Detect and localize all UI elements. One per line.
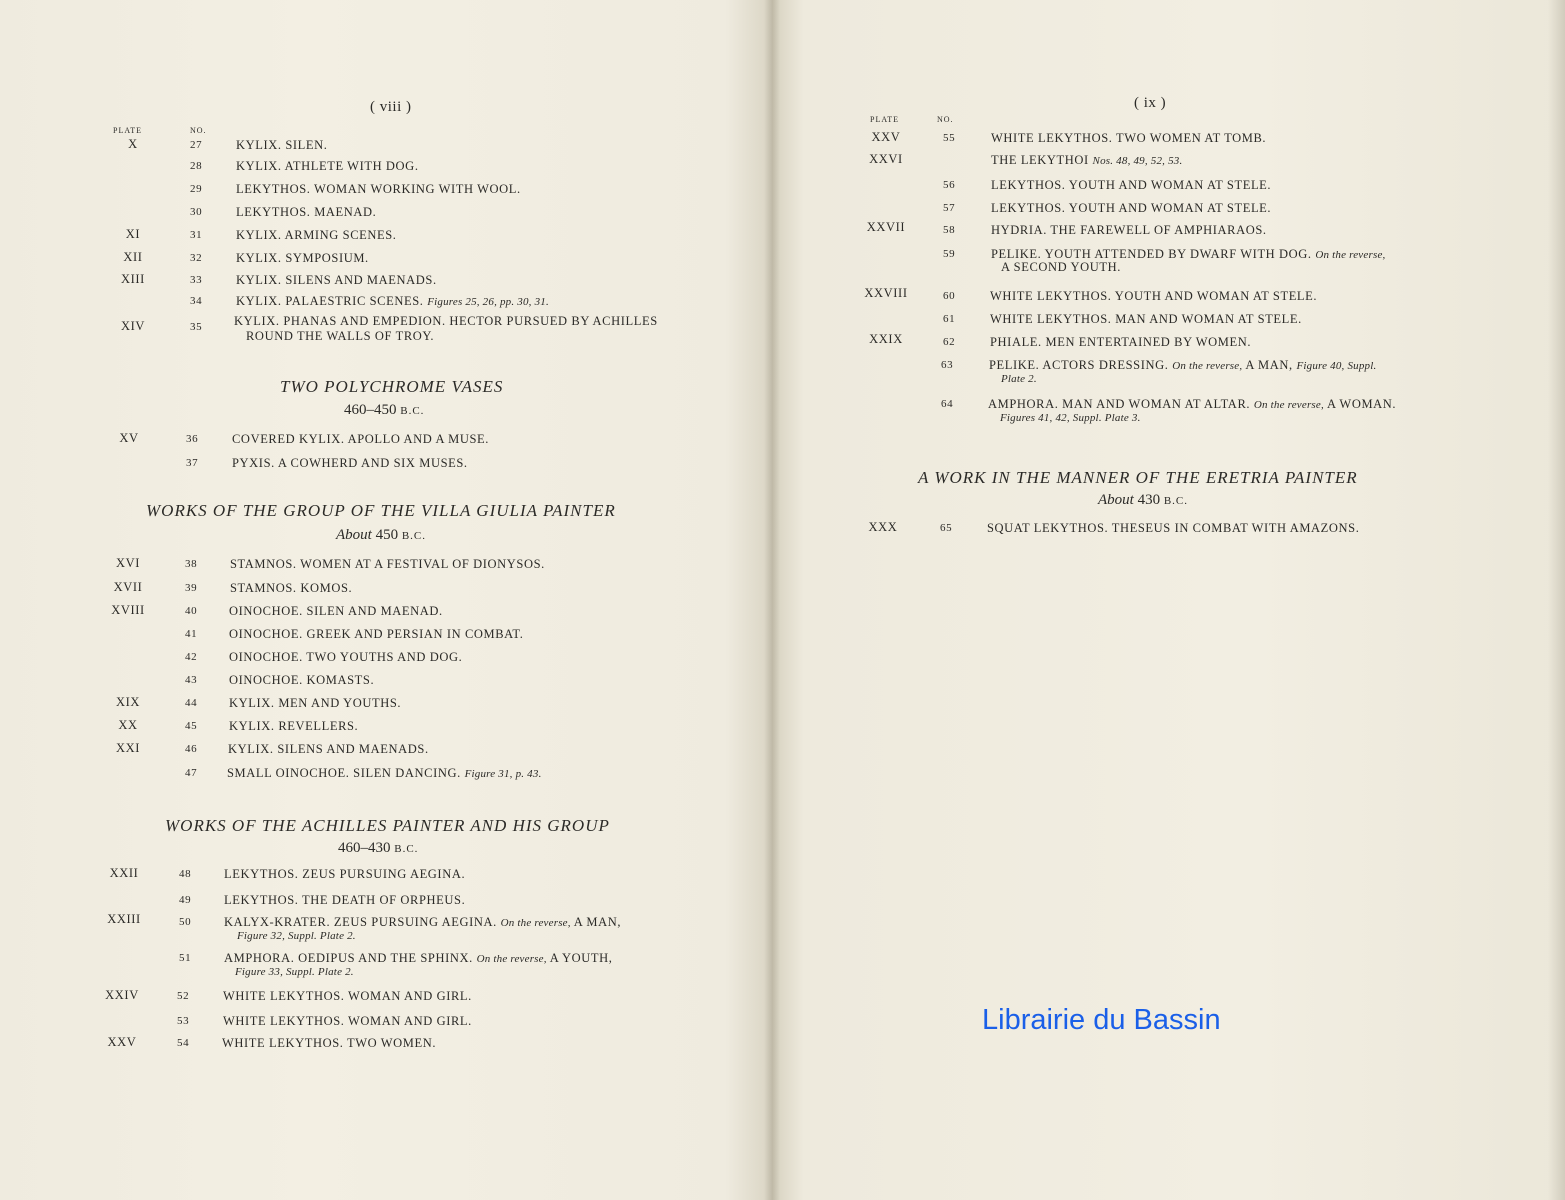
entry-description: HYDRIA. THE FAREWELL OF AMPHIARAOS.	[991, 223, 1267, 237]
date-era: B.C.	[401, 530, 427, 542]
entry-number: 33	[190, 274, 203, 286]
entry-description: PYXIS. A COWHERD AND SIX MUSES.	[232, 456, 468, 470]
entry-number: 53	[177, 1015, 190, 1027]
entry-number: 58	[943, 224, 956, 236]
entry-description: KYLIX. ARMING SCENES.	[236, 228, 397, 242]
entry-description: WHITE LEKYTHOS. WOMAN AND GIRL.	[223, 1014, 472, 1028]
entry-description: WHITE LEKYTHOS. MAN AND WOMAN AT STELE.	[990, 312, 1302, 326]
plate-number: XXI	[115, 741, 141, 755]
entry-number: 42	[185, 651, 198, 663]
figure-reference: Figure 31, p. 43.	[464, 768, 542, 780]
reverse-note: On the reverse,	[476, 953, 547, 965]
date-era: B.C.	[400, 405, 425, 417]
section-date	[1098, 492, 1188, 509]
plate-number: XIX	[115, 695, 141, 709]
entry-number: 63	[941, 359, 954, 371]
entry-number: 34	[190, 295, 203, 307]
reverse-subject: A YOUTH,	[549, 951, 613, 965]
date-range: 430	[1137, 492, 1161, 508]
plate-number: XX	[118, 718, 138, 732]
entry-description	[224, 950, 612, 967]
watermark-text: Librairie du Bassin	[982, 1004, 1221, 1036]
plate-number: XVI	[115, 556, 141, 570]
plate-number: XXIII	[107, 912, 141, 926]
reverse-note: On the reverse,	[1315, 249, 1386, 261]
entry-number: 65	[940, 522, 953, 534]
entry-description-text: AMPHORA. MAN AND WOMAN AT ALTAR.	[988, 397, 1251, 411]
column-header-plate: PLATE	[870, 115, 899, 124]
plate-number: XXVI	[869, 152, 903, 166]
date-prefix: About	[1098, 492, 1134, 508]
plate-number: XXIV	[105, 988, 139, 1002]
entry-number: 54	[177, 1037, 190, 1049]
entry-number: 49	[179, 894, 192, 906]
entry-number: 32	[190, 252, 203, 264]
section-date	[344, 402, 424, 419]
entry-number: 40	[185, 605, 198, 617]
date-era: B.C.	[1163, 495, 1189, 507]
date-prefix: About	[336, 527, 372, 543]
section-title: TWO POLYCHROME VASES	[280, 377, 504, 396]
entry-description: LEKYTHOS. YOUTH AND WOMAN AT STELE.	[991, 178, 1272, 192]
entry-number: 47	[185, 767, 198, 779]
entry-number: 37	[186, 457, 199, 469]
entry-number: 38	[185, 558, 198, 570]
section-title: WORKS OF THE GROUP OF THE VILLA GIULIA PAINTER	[146, 501, 616, 520]
plate-number: XIV	[120, 319, 146, 333]
plate-number: XXV	[107, 1035, 137, 1049]
entry-number: 64	[941, 398, 954, 410]
date-range: 460–430	[338, 840, 391, 856]
plate-number: XV	[119, 431, 139, 445]
entry-number: 44	[185, 697, 198, 709]
entry-number: 59	[943, 248, 956, 260]
plate-number: XIII	[121, 272, 145, 286]
entry-number: 56	[943, 179, 956, 191]
entry-number: 39	[185, 582, 198, 594]
entry-description-text: PELIKE. YOUTH ATTENDED BY DWARF WITH DOG.	[991, 247, 1312, 261]
entry-description: LEKYTHOS. ZEUS PURSUING AEGINA.	[224, 867, 466, 881]
plate-number: XII	[123, 250, 143, 264]
reverse-note: On the reverse,	[500, 917, 571, 929]
page-number: ( viii )	[370, 99, 412, 115]
figure-reference: Figure 40, Suppl.	[1296, 360, 1377, 372]
entry-description: WHITE LEKYTHOS. TWO WOMEN AT TOMB.	[991, 131, 1267, 145]
entry-description-text: SMALL OINOCHOE. SILEN DANCING.	[227, 766, 461, 780]
reverse-subject: A WOMAN.	[1327, 397, 1397, 411]
plate-number: XXVII	[866, 220, 906, 234]
entry-description-text: THE LEKYTHOI	[991, 153, 1089, 167]
plate-number: XXII	[109, 866, 139, 880]
entry-description: OINOCHOE. KOMASTS.	[229, 673, 375, 687]
page-number: ( ix )	[1134, 95, 1167, 111]
entry-description: LEKYTHOS. WOMAN WORKING WITH WOOL.	[236, 182, 521, 196]
column-header-no: NO.	[937, 115, 954, 124]
entry-number: 48	[179, 868, 192, 880]
entry-description: LEKYTHOS. YOUTH AND WOMAN AT STELE.	[991, 201, 1272, 215]
figure-reference: Nos. 48, 49, 52, 53.	[1092, 155, 1183, 167]
plate-number: XVII	[113, 580, 143, 594]
entry-description	[236, 293, 549, 310]
entry-continuation: Figure 32, Suppl. Plate 2.	[237, 930, 356, 942]
entry-number: 27	[190, 139, 203, 151]
entry-continuation: Plate 2.	[1001, 373, 1037, 385]
entry-description: KYLIX. SILENS AND MAENADS.	[236, 273, 437, 287]
entry-number: 31	[190, 229, 203, 241]
page-edge	[1548, 0, 1565, 1200]
reverse-subject: A MAN,	[573, 915, 622, 929]
reverse-subject: A MAN,	[1245, 358, 1293, 372]
entry-description	[989, 357, 1376, 374]
entry-description	[227, 765, 542, 782]
entry-description: PHIALE. MEN ENTERTAINED BY WOMEN.	[990, 335, 1252, 349]
entry-description: KYLIX. SYMPOSIUM.	[236, 251, 369, 265]
entry-description: COVERED KYLIX. APOLLO AND A MUSE.	[232, 432, 489, 446]
entry-number: 36	[186, 433, 199, 445]
entry-description: OINOCHOE. TWO YOUTHS AND DOG.	[229, 650, 463, 664]
entry-number: 45	[185, 720, 198, 732]
reverse-note: On the reverse,	[1253, 399, 1324, 411]
section-date	[338, 840, 418, 857]
column-header-no: NO.	[190, 126, 207, 135]
entry-description: LEKYTHOS. MAENAD.	[236, 205, 377, 219]
plate-number: XXVIII	[864, 286, 908, 300]
section-title: A WORK IN THE MANNER OF THE ERETRIA PAINTER	[918, 468, 1358, 487]
plate-number: XVIII	[111, 603, 145, 617]
reverse-note: On the reverse,	[1172, 360, 1243, 372]
entry-description: OINOCHOE. GREEK AND PERSIAN IN COMBAT.	[229, 627, 524, 641]
entry-description	[991, 152, 1182, 169]
entry-number: 62	[943, 336, 956, 348]
date-range: 450	[375, 527, 399, 543]
entry-number: 51	[179, 952, 192, 964]
entry-description	[988, 396, 1396, 413]
entry-description-text: PELIKE. ACTORS DRESSING.	[989, 358, 1169, 372]
entry-description	[224, 914, 621, 931]
entry-description: KYLIX. SILEN.	[236, 138, 328, 152]
entry-number: 30	[190, 206, 203, 218]
plate-number: XI	[125, 227, 141, 241]
entry-number: 46	[185, 743, 198, 755]
entry-number: 57	[943, 202, 956, 214]
plate-number: XXX	[868, 520, 898, 534]
entry-continuation: A SECOND YOUTH.	[1001, 260, 1121, 274]
column-header-plate: PLATE	[113, 126, 142, 135]
date-range: 460–450	[344, 402, 397, 418]
entry-description: KYLIX. SILENS AND MAENADS.	[228, 742, 429, 756]
entry-number: 35	[190, 321, 203, 333]
entry-description-text: KALYX-KRATER. ZEUS PURSUING AEGINA.	[224, 915, 497, 929]
entry-description: LEKYTHOS. THE DEATH OF ORPHEUS.	[224, 893, 466, 907]
figure-reference: Figures 25, 26, pp. 30, 31.	[427, 296, 549, 308]
entry-description: STAMNOS. WOMEN AT A FESTIVAL OF DIONYSOS.	[230, 557, 545, 571]
entry-description-text: KYLIX. PALAESTRIC SCENES.	[236, 294, 424, 308]
entry-description-text: AMPHORA. OEDIPUS AND THE SPHINX.	[224, 951, 473, 965]
entry-number: 29	[190, 183, 203, 195]
entry-number: 52	[177, 990, 190, 1002]
entry-description: KYLIX. ATHLETE WITH DOG.	[236, 159, 419, 173]
date-era: B.C.	[394, 843, 419, 855]
entry-description: STAMNOS. KOMOS.	[230, 581, 353, 595]
entry-number: 55	[943, 132, 956, 144]
entry-number: 43	[185, 674, 198, 686]
entry-continuation: Figures 41, 42, Suppl. Plate 3.	[1000, 412, 1141, 424]
entry-description: KYLIX. MEN AND YOUTHS.	[229, 696, 402, 710]
entry-number: 41	[185, 628, 198, 640]
left-page	[0, 0, 772, 1200]
section-title: WORKS OF THE ACHILLES PAINTER AND HIS GROUP	[165, 816, 610, 835]
entry-description: WHITE LEKYTHOS. YOUTH AND WOMAN AT STELE.	[990, 289, 1318, 303]
entry-description: KYLIX. PHANAS AND EMPEDION. HECTOR PURSUED BY ACHILLES	[234, 314, 658, 328]
entry-continuation: Figure 33, Suppl. Plate 2.	[235, 966, 354, 978]
plate-number: XXV	[871, 130, 901, 144]
entry-description: SQUAT LEKYTHOS. THESEUS IN COMBAT WITH AMAZONS.	[987, 521, 1360, 535]
plate-number: X	[128, 137, 138, 151]
entry-number: 28	[190, 160, 203, 172]
entry-number: 60	[943, 290, 956, 302]
book-gutter	[764, 0, 780, 1200]
entry-number: 50	[179, 916, 192, 928]
entry-number: 61	[943, 313, 956, 325]
plate-number: XXIX	[869, 332, 903, 346]
entry-description: WHITE LEKYTHOS. TWO WOMEN.	[222, 1036, 437, 1050]
section-date	[336, 527, 426, 544]
entry-description: WHITE LEKYTHOS. WOMAN AND GIRL.	[223, 989, 472, 1003]
entry-continuation: ROUND THE WALLS OF TROY.	[246, 329, 435, 343]
entry-description: KYLIX. REVELLERS.	[229, 719, 359, 733]
entry-description: OINOCHOE. SILEN AND MAENAD.	[229, 604, 443, 618]
